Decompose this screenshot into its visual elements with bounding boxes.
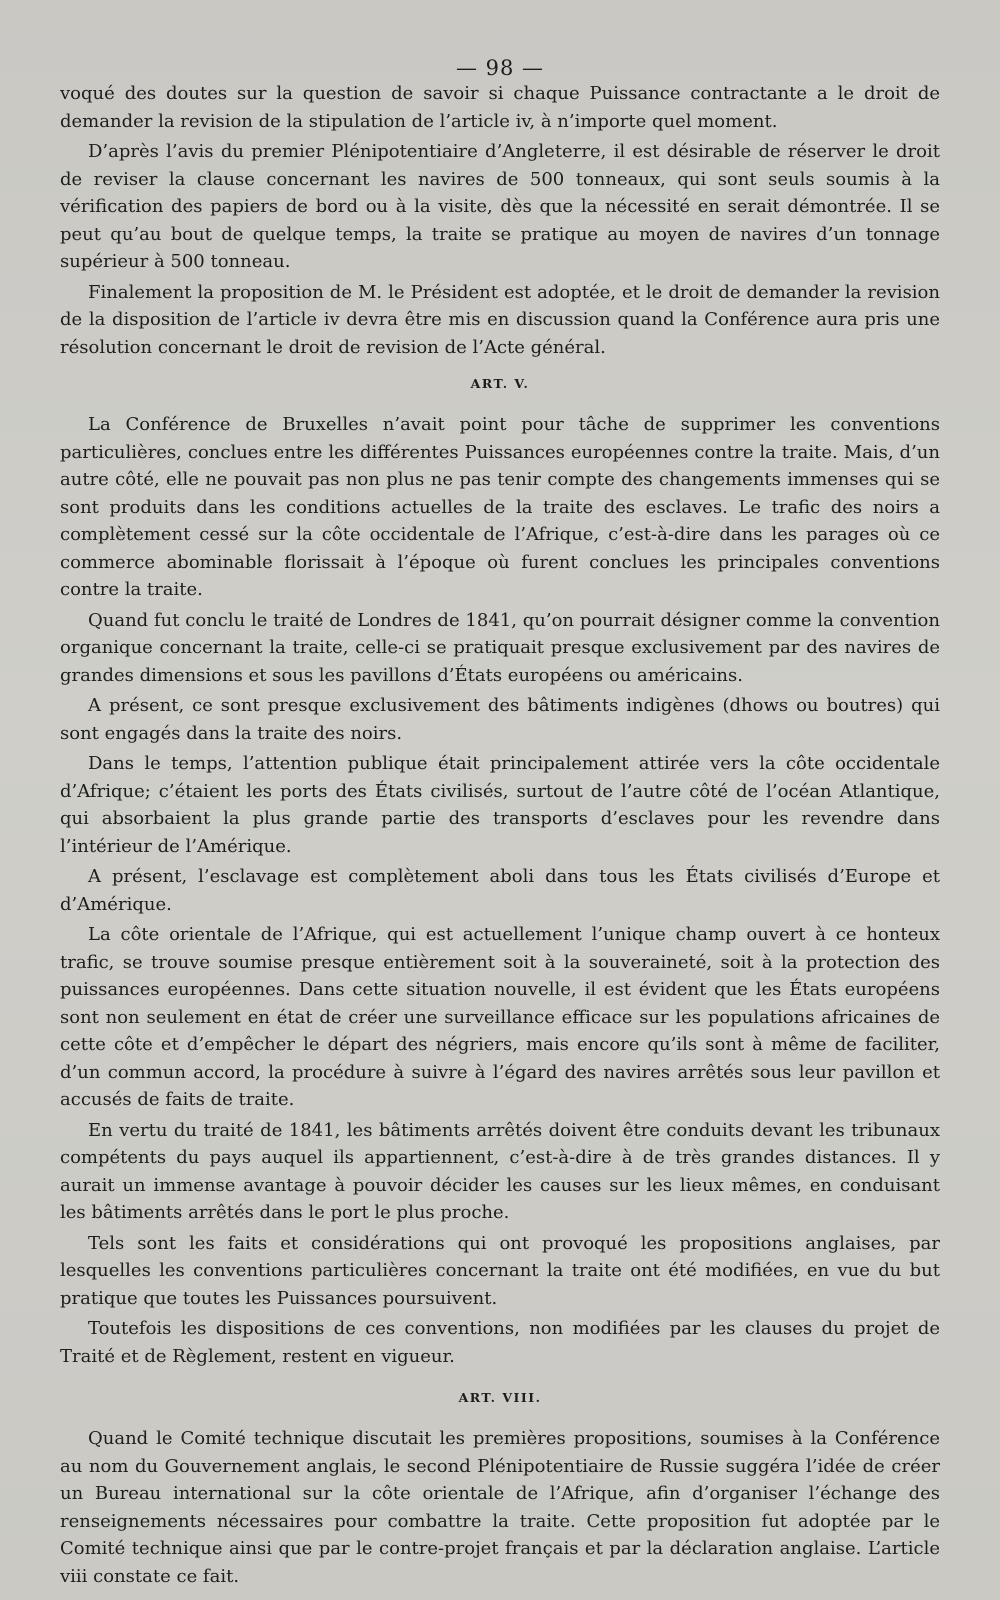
body-text — [60, 80, 940, 1593]
paragraph: Quand le Comité technique discutait les premières propositions, soumises à la Conférence au nom du Gouvernement anglais, le second Plénipotentiaire de Russie suggéra l’idée de créer un Bureau international sur la côte orientale de l’Afrique, afin d’organiser l’échange des renseignements nécessaires pour combattre la traite. Cette proposition fut adoptée par le Comité technique ainsi que par le contre-projet français et par la déclaration anglaise. L’article viii constate ce fait. — [60, 1428, 940, 1587]
paragraph: La Conférence de Bruxelles n’avait point pour tâche de supprimer les conventions particulières, conclues entre les différentes Puissances européennes contre la traite. Mais, d’un autre côté, elle ne pouvait pas non plus ne pas tenir compte des changements immenses qui se sont produits dans les conditions actuelles de la traite des esclaves. Le trafic des noirs a complètement cessé sur la côte occidentale de l’Afrique, c’est-à-dire dans les parages où ce commerce abominable florissait à l’époque où furent conclues les principales conventions contre la traite. — [60, 414, 940, 600]
paragraph: Finalement la proposition de M. le Président est adoptée, et le droit de demander la revision de la disposition de l’article iv devra être mis en discussion quand la Conférence aura pris une résolution concernant le droit de revision de l’Acte général. — [60, 281, 940, 358]
paragraph: La côte orientale de l’Afrique, qui est actuellement l’unique champ ouvert à ce honteux trafic, se trouve soumise presque entièrement soit à la souveraineté, soit à la protection des puissances européennes. Dans cette situation nouvelle, il est évident que les États européens sont non seulement en état de créer une surveillance efficace sur les populations africaines de cette côte et d’empêcher le départ des négriers, mais encore qu’ils sont à même de faciliter, d’un commun accord, la procédure à suivre à l’égard des navires arrêtés sous leur pavillon et accusés de faits de traite. — [60, 924, 940, 1110]
section-heading-art-8: ART. VIII. — [458, 1390, 542, 1405]
page-number: — 98 — — [455, 56, 545, 80]
section-heading-art-5: ART. V. — [470, 376, 530, 391]
paragraph: Quand fut conclu le traité de Londres de 1841, qu’on pourrait désigner comme la convention organique concernant la traite, celle-ci se pratiquait presque exclusivement par des navires de grandes dimensions et sous les pavillons d’États européens ou américains. — [60, 609, 940, 686]
paragraph: A présent, ce sont presque exclusivement des bâtiments indigènes (dhows ou boutres) qui sont engagés dans la traite des noirs. — [60, 695, 940, 744]
paragraph: voqué des doutes sur la question de savoir si chaque Puissance contractante a le droit de demander la revision de la stipulation de l’article iv, à n’importe quel moment. — [60, 83, 940, 132]
paragraph: Dans le temps, l’attention publique était principalement attirée vers la côte occidentale d’Afrique; c’étaient les ports des États civilisés, surtout de l’autre côté de l’océan Atlantique, qui absorbaient la plus grande partie des transports d’esclaves pour les revendre dans l’intérieur de l’Amérique. — [60, 753, 940, 857]
paragraph: Toutefois les dispositions de ces conventions, non modifiées par les clauses du projet de Traité et de Règlement, restent en vigueur. — [60, 1318, 940, 1367]
paragraph: D’après l’avis du premier Plénipotentiaire d’Angleterre, il est désirable de réserver le droit de reviser la clause concernant les navires de 500 tonneaux, qui sont seuls soumis à la vérification des papiers de bord ou à la visite, dès que la nécessité en serait démontrée. Il se peut qu’au bout de quelque temps, la traite se pratique au moyen de navires d’un tonnage supérieur à 500 tonneau. — [60, 141, 940, 272]
paragraph: Tels sont les faits et considérations qui ont provoqué les propositions anglaises, par lesquelles les conventions particulières concernant la traite ont été modifiées, en vue du but pratique que toutes les Puissances poursuivent. — [60, 1232, 940, 1309]
paragraph: A présent, l’esclavage est complètement aboli dans tous les États civilisés d’Europe et d’Amérique. — [60, 866, 940, 915]
paragraph: En vertu du traité de 1841, les bâtiments arrêtés doivent être conduits devant les tribunaux compétents du pays auquel ils appartiennent, c’est-à-dire à de très grandes distances. Il y aurait un immense avantage à pouvoir décider les causes sur les lieux mêmes, en conduisant les bâtiments arrêtés dans le port le plus proche. — [60, 1119, 940, 1223]
